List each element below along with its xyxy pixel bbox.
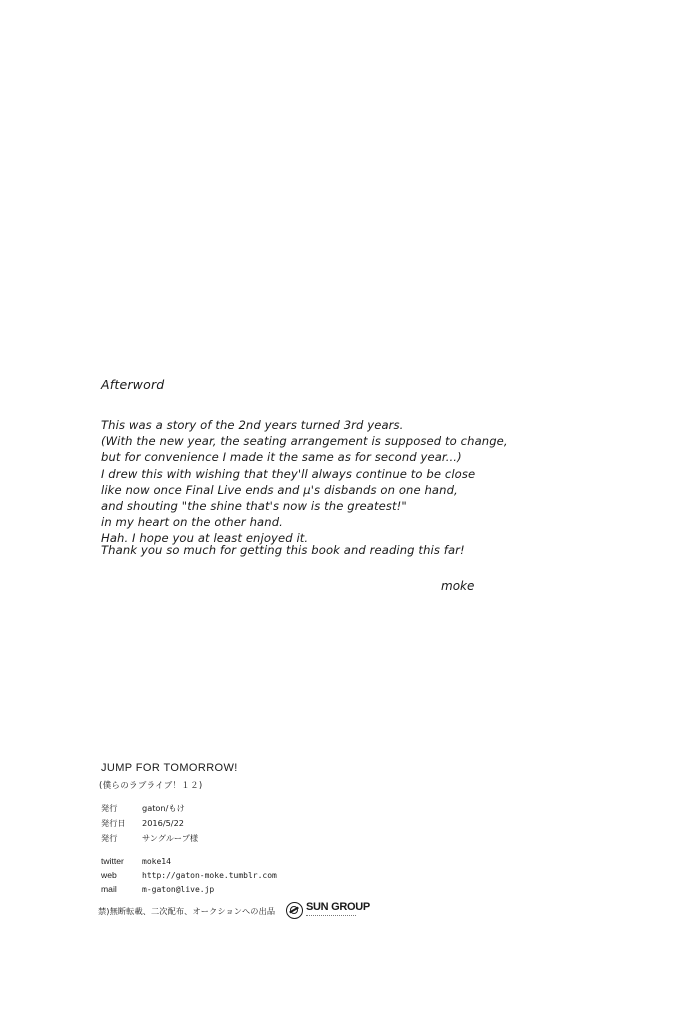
meta-label: 発行 bbox=[101, 803, 118, 813]
afterword-line: but for convenience I made it the same as for second year...) bbox=[101, 450, 462, 465]
logo-underline bbox=[306, 915, 356, 918]
meta-label: 発行日 bbox=[101, 818, 126, 828]
afterword-line: I drew this with wishing that they'll always continue to be close bbox=[101, 466, 476, 481]
mail-row bbox=[101, 884, 214, 894]
twitter-handle: moke14 bbox=[142, 857, 171, 866]
twitter-row bbox=[101, 856, 171, 866]
printer-row bbox=[101, 833, 198, 844]
contact-label: mail bbox=[101, 884, 117, 894]
afterword-line: like now once Final Live ends and μ's disbands on one hand, bbox=[101, 482, 458, 497]
publisher-row bbox=[101, 803, 185, 814]
book-subtitle: (僕らのラブライブ！１２) bbox=[99, 781, 203, 791]
web-url: http://gaton-moke.tumblr.com bbox=[142, 871, 277, 880]
afterword-line: Hah. I hope you at least enjoyed it. bbox=[101, 531, 309, 546]
mail-address: m-gaton@live.jp bbox=[142, 885, 215, 894]
meta-value: gaton/もけ bbox=[142, 803, 185, 813]
afterword-body bbox=[101, 417, 571, 547]
web-row bbox=[101, 870, 277, 880]
logo-text: SUN GROUP bbox=[306, 901, 370, 913]
meta-value: サングループ様 bbox=[142, 833, 199, 843]
afterword-line: in my heart on the other hand. bbox=[101, 515, 283, 530]
afterword-line: This was a story of the 2nd years turned 3rd years. bbox=[101, 418, 404, 432]
contact-label: twitter bbox=[101, 856, 124, 866]
author-signature: moke bbox=[441, 579, 475, 593]
afterword-line: and shouting "the shine that's now is the greatest!" bbox=[101, 499, 407, 514]
sun-group-logo bbox=[286, 899, 370, 921]
sun-group-logo-icon bbox=[286, 902, 303, 919]
thanks-line: Thank you so much for getting this book and reading this far! bbox=[101, 543, 465, 557]
contact-label: web bbox=[101, 870, 117, 880]
afterword-title: Afterword bbox=[101, 377, 165, 392]
meta-value: 2016/5/22 bbox=[142, 818, 184, 828]
reproduction-notice: 禁)無断転載、二次配布、オークションへの出品 bbox=[98, 906, 276, 916]
publish-date-row bbox=[101, 818, 184, 829]
afterword-line: (With the new year, the seating arrangement is supposed to change, bbox=[101, 434, 508, 449]
book-title: JUMP FOR TOMORROW! bbox=[101, 762, 238, 774]
meta-label: 発行 bbox=[101, 833, 118, 843]
